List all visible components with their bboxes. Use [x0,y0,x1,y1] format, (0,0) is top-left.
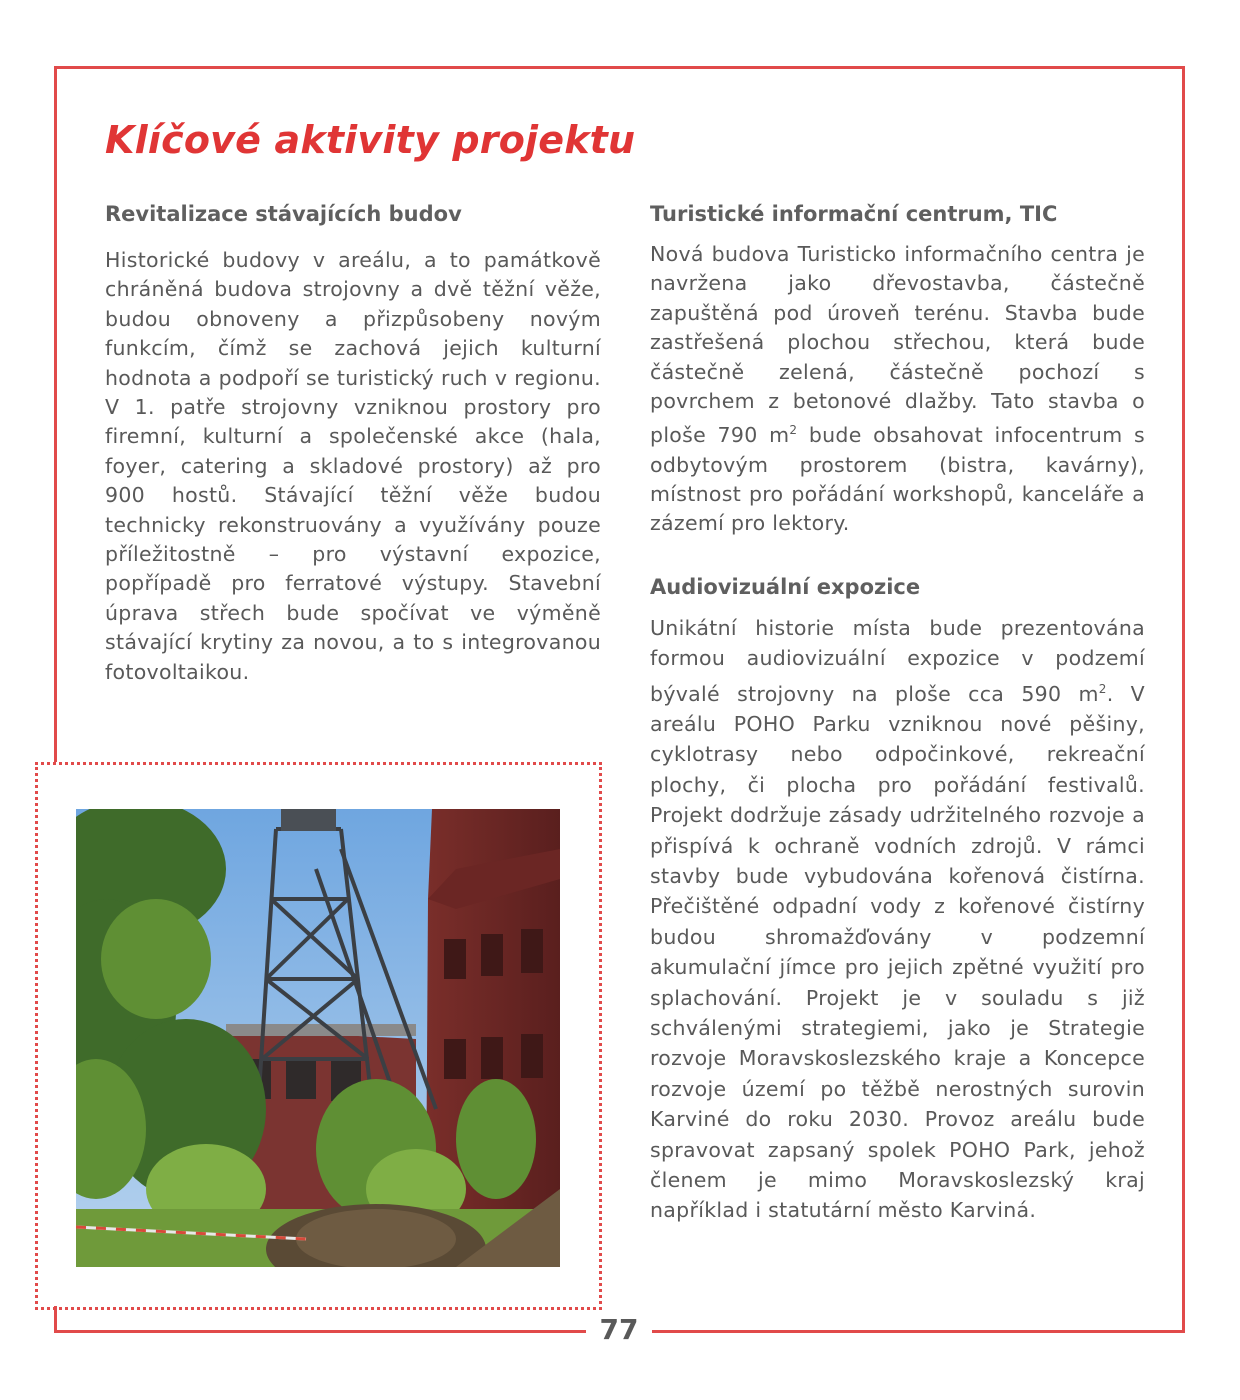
section-text-audiovisual: Unikátní historie místa bude prezentována formou audiovizuální expozice v podzemí bývalé strojovny na ploše cca 590 $m^2$. V areálu POHO Parku vzniknou nové pěšiny, cyklotrasy nebo odpočinkové, rekreační plochy, či plocha pro pořádání festivalů. Projekt dodržuje zásady udržitelného rozvoje a přispívá k ochraně vodních zdrojů. V rámci stavby bude vybudována kořenová čistírna. Přečištěné odpadní vody z kořenové čistírny budou shromažďovány v podzemní akumulační jímce pro jejich zpětné využití pro splachování. Projekt je v souladu s již schválenými strategiemi, jako je Strategie rozvoje Moravskoslezského kraje a Koncepce rozvoje území po těžbě nerostných surovin Karviné do roku 2030. Provoz areálu bude spravovat zapsaný spolek POHO Park, jehož členem je mimo Moravskoslezský kraj například i statutární město Karviná. [650,615,1145,1223]
section-text-tic: Nová budova Turisticko informačního centra je navržena jako dřevostavba, částečně zapuštěná pod úroveň terénu. Stavba bude zastřešená plochou střechou, která bude částečně zelená, částečně pochozí s povrchem z betonové dlažby. Tato stavba o ploše 790 $m^2$ bude obsahovat infocentrum s odbytovým prostorem (bistra, kavárny), místnost pro pořádání workshopů, kanceláře a zázemí pro lektory. [650,242,1145,536]
frame-bottom-border-right [652,1330,1185,1333]
page-number: 77 [599,1313,639,1346]
section-heading-tic: Turistické informační centrum, TIC [650,202,1058,226]
section-text-revitalization: Historické budovy v areálu, a to památkově chráněná budova strojovny a dvě těžní věže, budou obnoveny a přizpůsobeny novým funkcím, čímž se zachová jejich kulturní hodnota a podpoří se turistický ruch v regionu. V 1. patře strojovny vzniknou prostory pro firemní, kulturní a společenské akce (hala, foyer, catering a skladové prostory) až pro 900 hostů. Stávající těžní věže budou technicky rekonstruovány a využívány pouze příležitostně – pro výstavní expozice, popřípadě pro ferratové výstupy. Stavební úprava střech bude spočívat ve výměně stávající krytiny za novou, a to s integrovanou fotovoltaikou. [105,248,601,684]
superscript-squared: 2 [789,423,798,438]
frame-left-border-bottom [54,1306,57,1333]
frame-left-border [54,66,57,762]
section-heading-audiovisual: Audiovizuální expozice [650,574,921,599]
right-column [650,200,1145,1226]
page-title: Klíčové aktivity projektu [105,118,636,162]
left-column [105,200,601,687]
section-heading-revitalization: Revitalizace stávajících budov [105,202,462,226]
frame-right-border [1182,66,1185,1333]
frame-bottom-border-left [54,1330,586,1333]
frame-top-border [54,66,1185,69]
photo-mine-tower [76,809,560,1267]
superscript-squared: 2 [1098,681,1107,696]
